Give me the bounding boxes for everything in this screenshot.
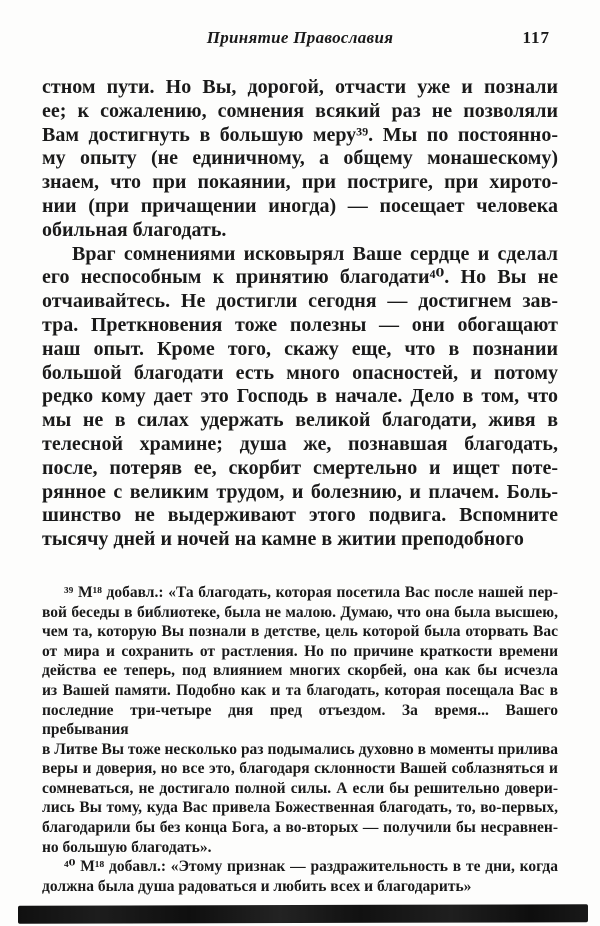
running-title: Принятие Православия [206,28,394,47]
footnote-line: чем та, которую Вы познали в детстве, цель которой была оторвать Вас [42,623,558,641]
footnote-line: в Литве Вы тоже несколько раз подымались духовно в моменты прилива [42,740,558,758]
body-text-line: му опыту (не единичному, а общему монашескому) [42,147,558,170]
body-text-line: тра. Преткновения тоже полезны — они обогащают [42,313,558,336]
body-text-line: редко кому дает это Господь в начале. Дело в том, что [42,385,558,408]
body-text [42,76,558,552]
footnote-line: должна была душа радоваться и любить всех и благодарить» [42,877,472,895]
body-text-line: после, потеряв ее, скорбит смертельно и ищет поте- [42,456,558,479]
body-text-line: стном пути. Но Вы, дорогой, отчасти уже и познали [42,76,558,98]
paragraph [42,243,558,552]
body-text-line: наш опыт. Кроме того, скажу еще, что в познании [42,337,558,360]
footnote-line: вой беседы в библиотеке, была не малою. Думаю, что она была высшею, [42,603,558,621]
body-text-line: Враг сомнениями исковырял Ваше сердце и сделал [72,242,558,265]
scan-edge-artifact [18,904,588,923]
footnote-line: от мира и сохранить от растления. Но по причине краткости времени [42,642,558,660]
body-text-line: большой благодати есть много опасностей, и потому [42,361,558,384]
paragraph [42,76,558,243]
footnote-line: последние три-четыре дня пред отъездом. За время... Вашего пребывания [42,701,558,739]
body-text-line: нии (при причащении иногда) — посещает человека [42,194,558,217]
body-text-line: его неспособным к принятию благодати⁴⁰. Но Вы не [42,266,558,289]
page-number: 117 [522,28,550,47]
body-text-line: знаем, что при покаянии, при постриге, при хирото- [42,171,558,194]
paragraph [42,583,558,857]
body-text-line: отчаивайтесь. Не достигли сегодня — достигнем зав- [42,290,558,313]
footnote-line: но большую благодать». [42,838,212,856]
body-text-line: Вам достигнуть в большую меру³⁹. Мы по постоянно- [42,123,558,146]
footnotes-block [42,583,558,897]
body-text-line: рянное с великим трудом, и болезнию, и плачем. Боль- [42,480,558,503]
body-text-line: мы не в силах удержать великой благодати, живя в [42,409,558,432]
body-text-line: ее; к сожалению, сомнения всякий раз не позволяли [42,99,558,122]
footnote-line: действа ее теперь, под влиянием многих скорбей, она как бы исчезла [42,662,558,680]
paragraph [42,857,558,896]
footnote-line: ³⁹ М¹⁸ добавл.: «Та благодать, которая посетила Вас после нашей пер- [64,583,558,601]
body-text-line: шинство не выдерживают этого подвига. Вспомните [42,504,558,527]
body-text-line: телесной храмине; душа же, познавшая благодать, [42,432,558,455]
footnote-line: лись Вы тому, куда Вас привела Божественная благодать, то, во-первых, [42,799,558,817]
page-header [42,28,558,50]
body-text-line: тысячу дней и ночей на камне в житии преподобного [42,528,524,551]
footnote-line: из Вашей памяти. Подобно как и та благодать, которая посещала Вас в [42,681,558,699]
footnote-line: ⁴⁰ М¹⁸ добавл.: «Этому признак — раздражительность в те дни, когда [64,858,558,876]
footnote-line: сомневаться, не достигало полной силы. А если бы решительно довери- [42,779,558,797]
footnote-line: веры и доверия, но все это, благодаря склонности Вашей соблазняться и [42,760,558,778]
footnote-line: благодарили бы без конца Бога, а во-вторых — получили бы несравнен- [42,819,558,837]
body-text-line: обильная благодать. [42,218,227,241]
